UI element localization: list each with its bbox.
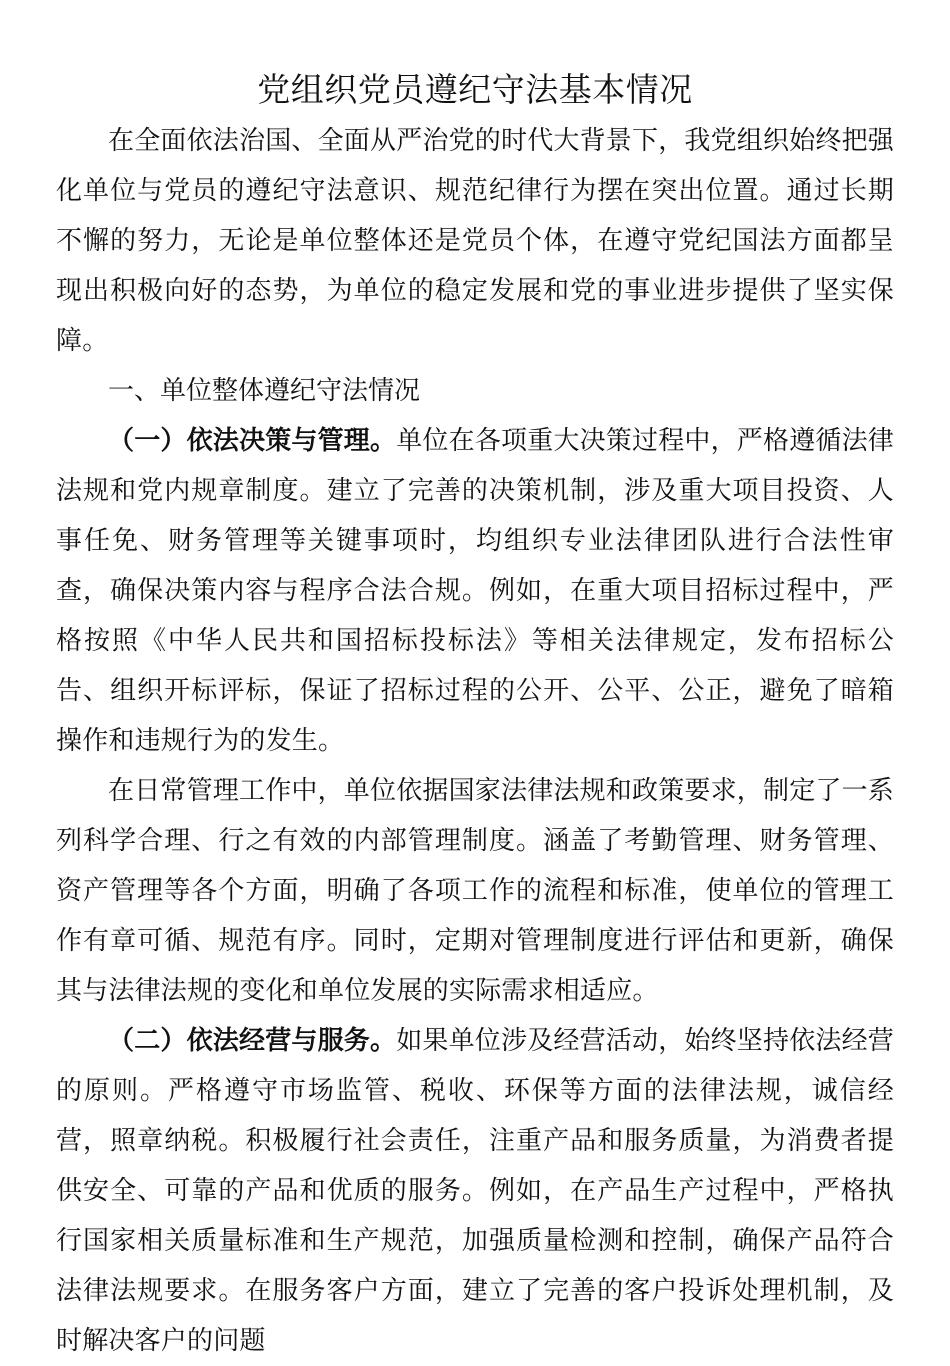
item-1-text: 单位在各项重大决策过程中，严格遵循法律法规和党内规章制度。建立了完善的决策机制，涉及重大项目投资、人事任免、财务管理等关键事项时，均组织专业法律团队进行合法性审查，确保决策内容与程序合法合规。例如，在重大项目招标过程中，严格按照《中华人民共和国招标投标法》等相关法律规定，发布招标公告、组织开标评标，保证了招标过程的公开、公平、公正，避免了暗箱操作和违规行为的发生。 <box>56 426 895 756</box>
item-2-lead: （二）依法经营与服务。 <box>108 1026 397 1056</box>
item-1-lead: （一）依法决策与管理。 <box>108 426 397 456</box>
intro-paragraph: 在全面依法治国、全面从严治党的时代大背景下，我党组织始终把强化单位与党员的遵纪守法意识、规范纪律行为摆在突出位置。通过长期不懈的努力，无论是单位整体还是党员个体，在遵守党纪国法方面都呈现出积极向好的态势，为单位的稳定发展和党的事业进步提供了坚实保障。 <box>56 126 895 356</box>
page-title: 党组织党员遵纪守法基本情况 <box>257 70 693 109</box>
item-2-text: 如果单位涉及经营活动，始终坚持依法经营的原则。严格遵守市场监管、税收、环保等方面的法律法规，诚信经营，照章纳税。积极履行社会责任，注重产品和服务质量，为消费者提供安全、可靠的产品和优质的服务。例如，在产品生产过程中，严格执行国家相关质量标准和生产规范，加强质量检测和控制，确保产品符合法律法规要求。在服务客户方面，建立了完善的客户投诉处理机制，及时解决客户的问题 <box>56 1026 895 1356</box>
section-heading-1: 一、单位整体遵纪守法情况 <box>108 376 421 406</box>
item-1-paragraph-2: 在日常管理工作中，单位依据国家法律法规和政策要求，制定了一系列科学合理、行之有效的内部管理制度。涵盖了考勤管理、财务管理、资产管理等各个方面，明确了各项工作的流程和标准，使单位的管理工作有章可循、规范有序。同时，定期对管理制度进行评估和更新，确保其与法律法规的变化和单位发展的实际需求相适应。 <box>56 776 895 1006</box>
item-2-paragraph <box>56 1016 894 1366</box>
item-1-paragraph <box>56 416 894 766</box>
